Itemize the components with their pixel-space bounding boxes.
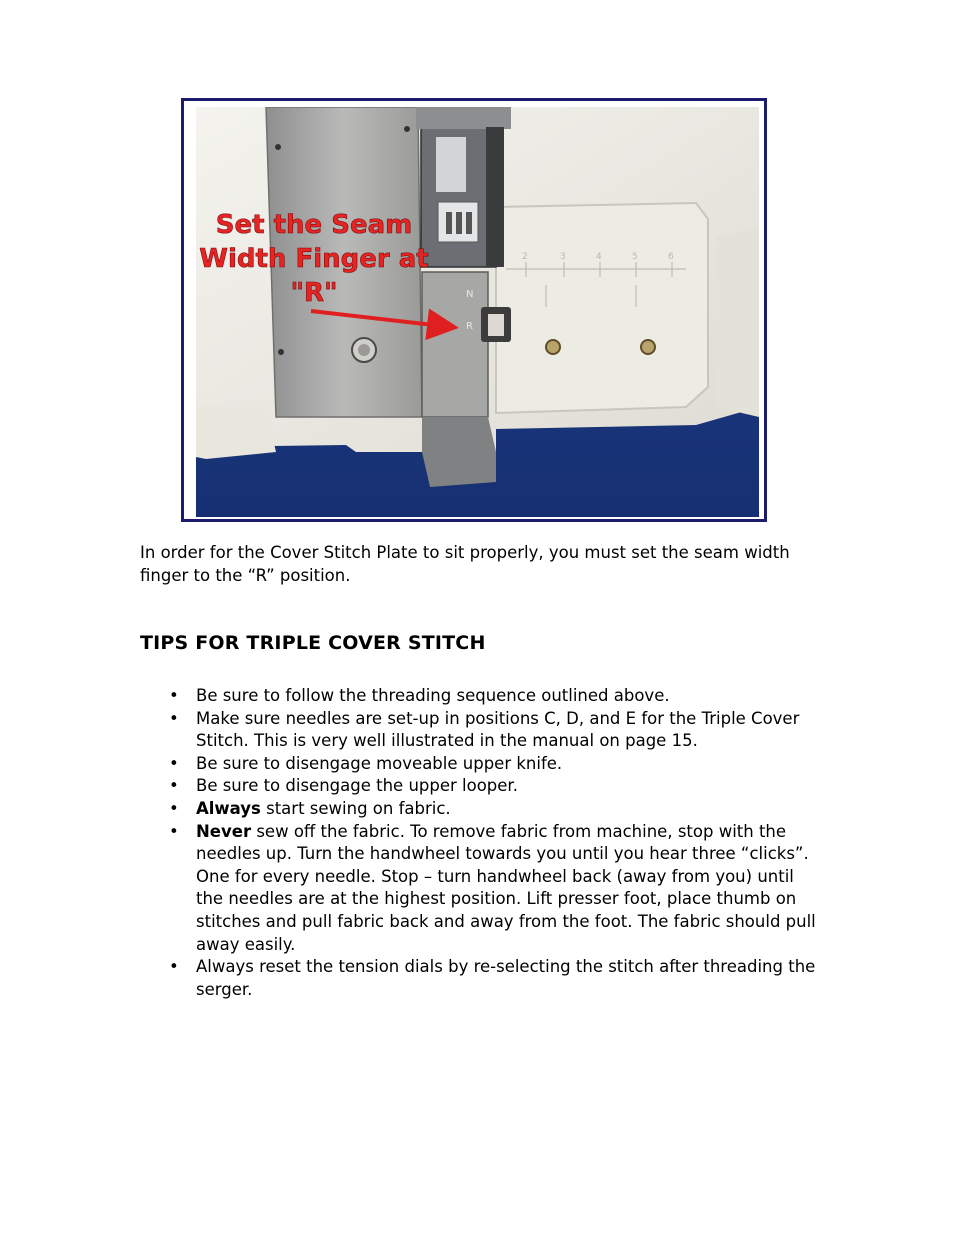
scale-label: 2 [522, 252, 528, 262]
tip-bold: Never [196, 821, 252, 841]
tips-list [196, 685, 816, 1001]
tip-text: Be sure to disengage moveable upper knife. [196, 753, 563, 773]
finger-position-label: N [466, 289, 474, 300]
annotation-line: "R" [290, 278, 338, 308]
tip-text: start sewing on fabric. [260, 798, 451, 818]
plate-screw-right [641, 340, 655, 354]
tip-bold: Always [196, 798, 261, 818]
seam-width-finger [422, 272, 488, 417]
list-item [196, 956, 816, 1001]
scale-label: 5 [632, 252, 638, 262]
tip-text: sew off the fabric. To remove fabric from machine, stop with the needles up. Turn the handwheel towards you until you hear three “clicks”. One for every needle. Stop – turn handwheel back (away from you) until the needles are at the highest position. Lift presser foot, place thumb on stitches and pull fabric back and away from the foot. The fabric should pull away easily. [196, 821, 816, 954]
section-heading: TIPS FOR TRIPLE COVER STITCH [140, 632, 486, 654]
scale-label: 6 [668, 252, 674, 262]
tip-text: Be sure to disengage the upper looper. [196, 776, 518, 796]
figure-frame [181, 98, 767, 522]
scale-label: 4 [596, 252, 602, 262]
scale-label: 3 [560, 252, 566, 262]
list-item [196, 821, 816, 957]
tip-text: Always reset the tension dials by re-selecting the stitch after threading the serger. [196, 957, 816, 999]
tip-text: Be sure to follow the threading sequence outlined above. [196, 686, 670, 705]
list-item [196, 775, 816, 798]
serger-photo [196, 107, 759, 517]
figure-caption: In order for the Cover Stitch Plate to sit properly, you must set the seam width finger to the “R” position. [140, 543, 790, 585]
tip-text: Make sure needles are set-up in positions C, D, and E for the Triple Cover Stitch. This is very well illustrated in the manual on page 15. [196, 708, 800, 751]
list-item [196, 798, 816, 821]
annotation-line: Width Finger at [199, 244, 429, 274]
list-item [196, 753, 816, 776]
annotation-line: Set the Seam [215, 210, 413, 240]
finger-position-label: R [466, 321, 473, 332]
plate-screw-left [546, 340, 560, 354]
list-item [196, 685, 816, 708]
list-item [196, 708, 816, 753]
